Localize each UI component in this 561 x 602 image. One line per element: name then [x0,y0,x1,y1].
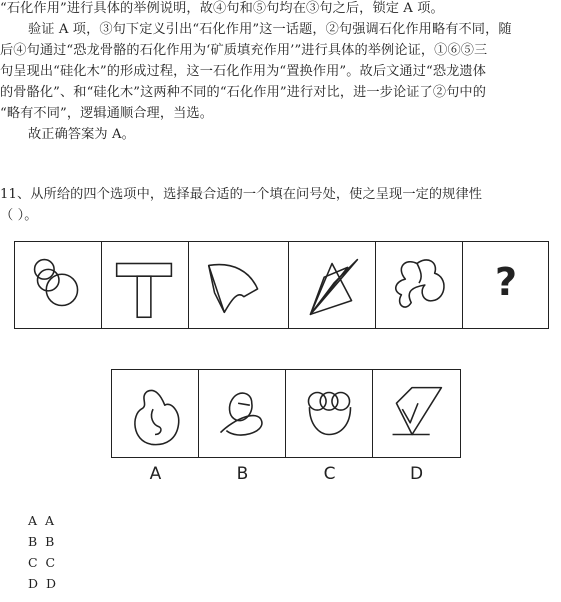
explanation-line-5: 的骨骼化”、和“硅化木”这两种不同的“石化作用”进行对比，进一步论证了②句中的 [0,85,486,100]
triangles-figure-icon [289,242,376,328]
option-b-figure-icon [199,370,286,457]
explanation-answer: 故正确答案为 A。 [28,127,135,142]
option-label-c: C [323,464,336,484]
figure-3 [188,241,290,329]
answer-letter: B [28,534,38,549]
option-label-a: A [149,464,162,484]
answer-choice-b[interactable] [28,534,54,549]
option-figure-c[interactable] [285,369,374,458]
answer-letter: D [28,576,39,591]
answer-text: A [44,513,55,528]
option-figure-a[interactable] [111,369,200,458]
answer-choice-a[interactable] [28,513,54,528]
figure-5 [375,241,464,329]
question-mark: ? [494,260,518,304]
explanation-line-6: “略有不同”，逻辑通顺合理，当选。 [0,106,213,121]
t-shape-figure-icon [102,242,189,328]
figure-2 [101,241,190,329]
answer-text: B [45,534,55,549]
answer-choice-c[interactable] [28,555,55,570]
option-figure-b[interactable] [198,369,287,458]
option-label-d: D [409,464,424,484]
explanation-line-3: 后④句通过“恐龙骨骼的石化作用为‘矿质填充作用’”进行具体的举例论证，①⑥⑤三 [0,43,488,58]
answer-letter: C [28,555,38,570]
explanation-line-4: 句呈现出“硅化木”的形成过程，这一石化作用为“置换作用”。故后文通过“恐龙遗体 [0,64,486,79]
answer-text: C [45,555,56,570]
question-blank: （ ）。 [0,208,38,223]
option-figure-d[interactable] [372,369,461,458]
figure-question [462,241,549,329]
option-c-figure-icon [286,370,373,457]
curved-fan-figure-icon [189,242,289,328]
answer-choice-d[interactable] [28,576,56,591]
option-label-b: B [236,464,249,484]
explanation-line-1: “石化作用”进行具体的举例说明，故④句和⑤句均在③句之后，锁定 A 项。 [0,1,444,16]
question-text: 11、从所给的四个选项中，选择最合适的一个填在问号处，使之呈现一定的规律性 [0,187,483,202]
figure-1 [14,241,103,329]
option-d-figure-icon [373,370,460,457]
explanation-line-2: 验证 A 项，③句下定义引出“石化作用”这一话题，②句强调石化作用略有不同，随 [28,22,512,37]
option-a-figure-icon [112,370,199,457]
circles-figure-icon [15,242,102,328]
answer-letter: A [28,513,38,528]
figure-4 [288,241,377,329]
looped-curve-figure-icon [376,242,463,328]
answer-text: D [45,576,57,591]
